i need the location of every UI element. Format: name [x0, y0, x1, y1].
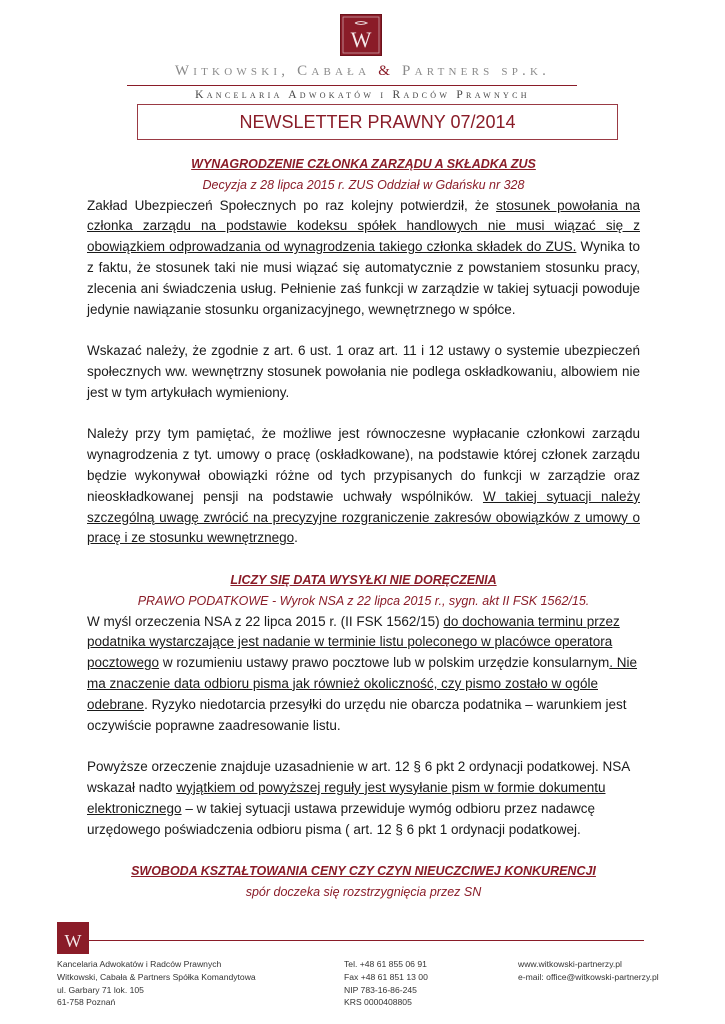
firm-logo: [340, 14, 382, 56]
section3-heading: SWOBODA KSZTAŁTOWANIA CENY CZY CZYN NIEUCZCIWEJ KONKURENCJI: [131, 864, 596, 879]
svg-text:W: W: [350, 27, 372, 52]
section2-paragraph-1: W myśl orzeczenia NSA z 22 lipca 2015 r. (II FSK 1562/15) do dochowania terminu przez podatnika wystarczające jest nadanie w terminie listu poleconego w placówce operatora pocztowego w rozumieniu ustawy prawo pocztowe lub w polskim urzędzie konsularnym. Nie ma znaczenie data odbioru pisma jak również okoliczność, czy pismo zostało w ogóle odebrane. Ryzyko niedotarcia przesyłki do urzędu nie obarcza podatnika – warunkiem jest oczywiście poprawne zaadresowanie listu.: [87, 613, 638, 733]
section1-subheading: Decyzja z 28 lipca 2015 r. ZUS Oddział w Gdańsku nr 328: [202, 177, 525, 192]
section2-paragraph-2: Powyższe orzeczenie znajduje uzasadnienie w art. 12 § 6 pkt 2 ordynacji podatkowej. NSA wskazał nadto wyjątkiem od powyższej reguły jest wysyłanie pism w formie dokumentu elektronicznego – w takiej sytuacji ustawa przewiduje wymóg odbioru przez nadawcę urzędowego poświadczenia odbioru pisma ( art. 12 § 6 pkt 1 ordynacji podatkowej.: [87, 759, 630, 837]
footer-web: [518, 958, 659, 984]
website-link[interactable]: www.witkowski-partnerzy.pl: [518, 959, 622, 969]
logo-monogram-icon: [341, 15, 381, 55]
section3-subheading: spór doczeka się rozstrzygnięcia przez SN: [245, 884, 482, 899]
section1-paragraph-1: Zakład Ubezpieczeń Społecznych po raz kolejny potwierdził, że stosunek powołania na członka zarządu na podstawie kodeksu spółek handlowych nie musi wiązać się z obowiązkiem odprowadzania od wynagrodzenia takiego członka składek do ZUS. Wynika to z faktu, że stosunek taki nie musi wiązać się automatycznie z powstaniem stosunku pracy, zlecenia ani świadczenia usług. Pełnienie zaś funkcji w zarządzie w takiej sytuacji powoduje jedynie nawiązanie stosunku organizacyjnego, wewnętrznego w spółce.: [87, 197, 640, 317]
header-divider: [127, 85, 577, 86]
footer-contact: Tel. +48 61 855 06 91 Fax +48 61 851 13 00 NIP 783-16-86-245 KRS 0000408805: [344, 959, 428, 1008]
svg-text:W: W: [64, 931, 82, 951]
section1-paragraph-3: Należy przy tym pamiętać, że możliwe jest równoczesne wypłacanie członkowi zarządu wynagrodzenia z tyt. umowy o pracę (oskładkowane), na podstawie której członek zarządu będzie wykonywał obowiązki różne od tych przypisanych do funkcji w zarządzie oraz nieoskładkowanej pensji na podstawie uchwały wspólników. W takiej sytuacji należy szczególną uwagę zwrócić na precyzyjne rozgraniczenie zakresów obowiązków z umowy o pracę i ze stosunku wewnętrznego.: [87, 426, 640, 546]
firm-subtitle: Kancelaria Adwokatów i Radców Prawnych: [195, 89, 530, 101]
email-link[interactable]: e-mail: office@witkowski-partnerzy.pl: [518, 971, 659, 982]
document-body: [87, 154, 640, 903]
section1-heading: WYNAGRODZENIE CZŁONKA ZARZĄDU A SKŁADKA ZUS: [191, 157, 536, 171]
footer-divider: [87, 940, 644, 941]
section2-subheading: PRAWO PODATKOWE - Wyrok NSA z 22 lipca 2015 r., sygn. akt II FSK 1562/15.: [137, 593, 590, 608]
footer-monogram-icon: [57, 922, 89, 954]
section1-paragraph-2: Wskazać należy, że zgodnie z art. 6 ust. 1 oraz art. 11 i 12 ustawy o systemie ubezpieczeń społecznych ww. wewnętrzny stosunek powołania nie podlega oskładkowaniu, albowiem nie jest w tym artykułach wymieniony.: [87, 343, 640, 400]
firm-name: Witkowski, Cabała & Partners sp.k.: [174, 63, 551, 79]
footer-logo: [57, 922, 89, 954]
newsletter-title: NEWSLETTER PRAWNY 07/2014: [239, 112, 516, 132]
newsletter-title-box: [137, 104, 618, 140]
footer-address: Kancelaria Adwokatów i Radców Prawnych Witkowski, Cabała & Partners Spółka Komandytowa ul. Garbary 71 lok. 105 61-758 Poznań: [57, 959, 256, 1008]
section2-heading: LICZY SIĘ DATA WYSYŁKI NIE DORĘCZENIA: [230, 572, 497, 587]
